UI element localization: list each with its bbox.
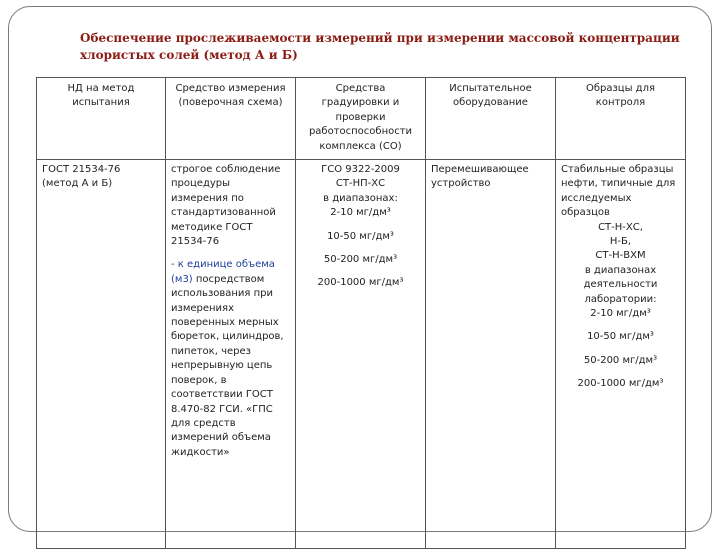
samples-line: СТ-Н-ВХМ xyxy=(595,250,646,262)
nd-text: ГОСТ 21534-76 (метод А и Б) xyxy=(42,164,121,190)
so-line: ГСО 9322-2009 xyxy=(321,164,400,175)
header-control-samples: Образцы для контроля xyxy=(556,78,686,160)
so-line: в диапазонах: xyxy=(323,192,398,204)
cell-nd xyxy=(37,160,166,549)
table-row xyxy=(37,160,686,549)
equipment-text: Перемешивающее устройство xyxy=(431,164,529,190)
samples-line: Н-Б, xyxy=(609,236,632,248)
cell-control-samples xyxy=(556,160,686,549)
si-volume-unit-link: - к единице объема (м3) xyxy=(171,259,275,285)
si-paragraph-2-text: посредством использования при измерениях поверенных мерных бюреток, цилиндров, пипеток, через непрерывную цепь поверок, в соответствии ГОСТ 8.470-82 ГСИ. «ГПС для средств измерений объема жидкости» xyxy=(171,273,284,458)
header-row xyxy=(37,78,686,160)
samples-intro: Стабильные образцы нефти, типичные для исследуемых образцов xyxy=(561,164,676,219)
so-range: 200-1000 мг/дм³ xyxy=(317,277,404,289)
si-paragraph-1: строгое соблюдение процедуры измерения по стандартизованной методике ГОСТ 21534-76 xyxy=(171,164,281,248)
so-range: 50-200 мг/дм³ xyxy=(323,254,398,266)
cell-calibration-means xyxy=(296,160,426,549)
samples-line: в диапазонах деятельности лаборатории: xyxy=(583,264,658,305)
samples-range: 200-1000 мг/дм³ xyxy=(577,378,664,390)
so-range: 10-50 мг/дм³ xyxy=(327,230,394,242)
si-paragraph-2 xyxy=(171,258,290,460)
cell-measuring-instrument xyxy=(166,160,296,549)
so-line: СТ-НП-ХС xyxy=(335,178,386,190)
header-nd: НД на метод испытания xyxy=(37,78,166,160)
cell-test-equipment xyxy=(426,160,556,549)
samples-range: 10-50 мг/дм³ xyxy=(587,331,654,343)
so-line: 2-10 мг/дм³ xyxy=(330,207,391,219)
header-calibration-means: Средства градуировки и проверки работоспособности комплекса (СО) xyxy=(296,78,426,160)
samples-line: СТ-Н-ХС, xyxy=(598,221,643,233)
samples-range: 50-200 мг/дм³ xyxy=(583,354,658,366)
header-test-equipment: Испытательное оборудование xyxy=(426,78,556,160)
traceability-table xyxy=(36,77,686,549)
samples-line: 2-10 мг/дм³ xyxy=(590,308,651,320)
header-measuring-instrument: Средство измерения (поверочная схема) xyxy=(166,78,296,160)
slide-title: Обеспечение прослеживаемости измерений при измерении массовой концентрации хлористых солей (метод А и Б) xyxy=(80,31,680,62)
